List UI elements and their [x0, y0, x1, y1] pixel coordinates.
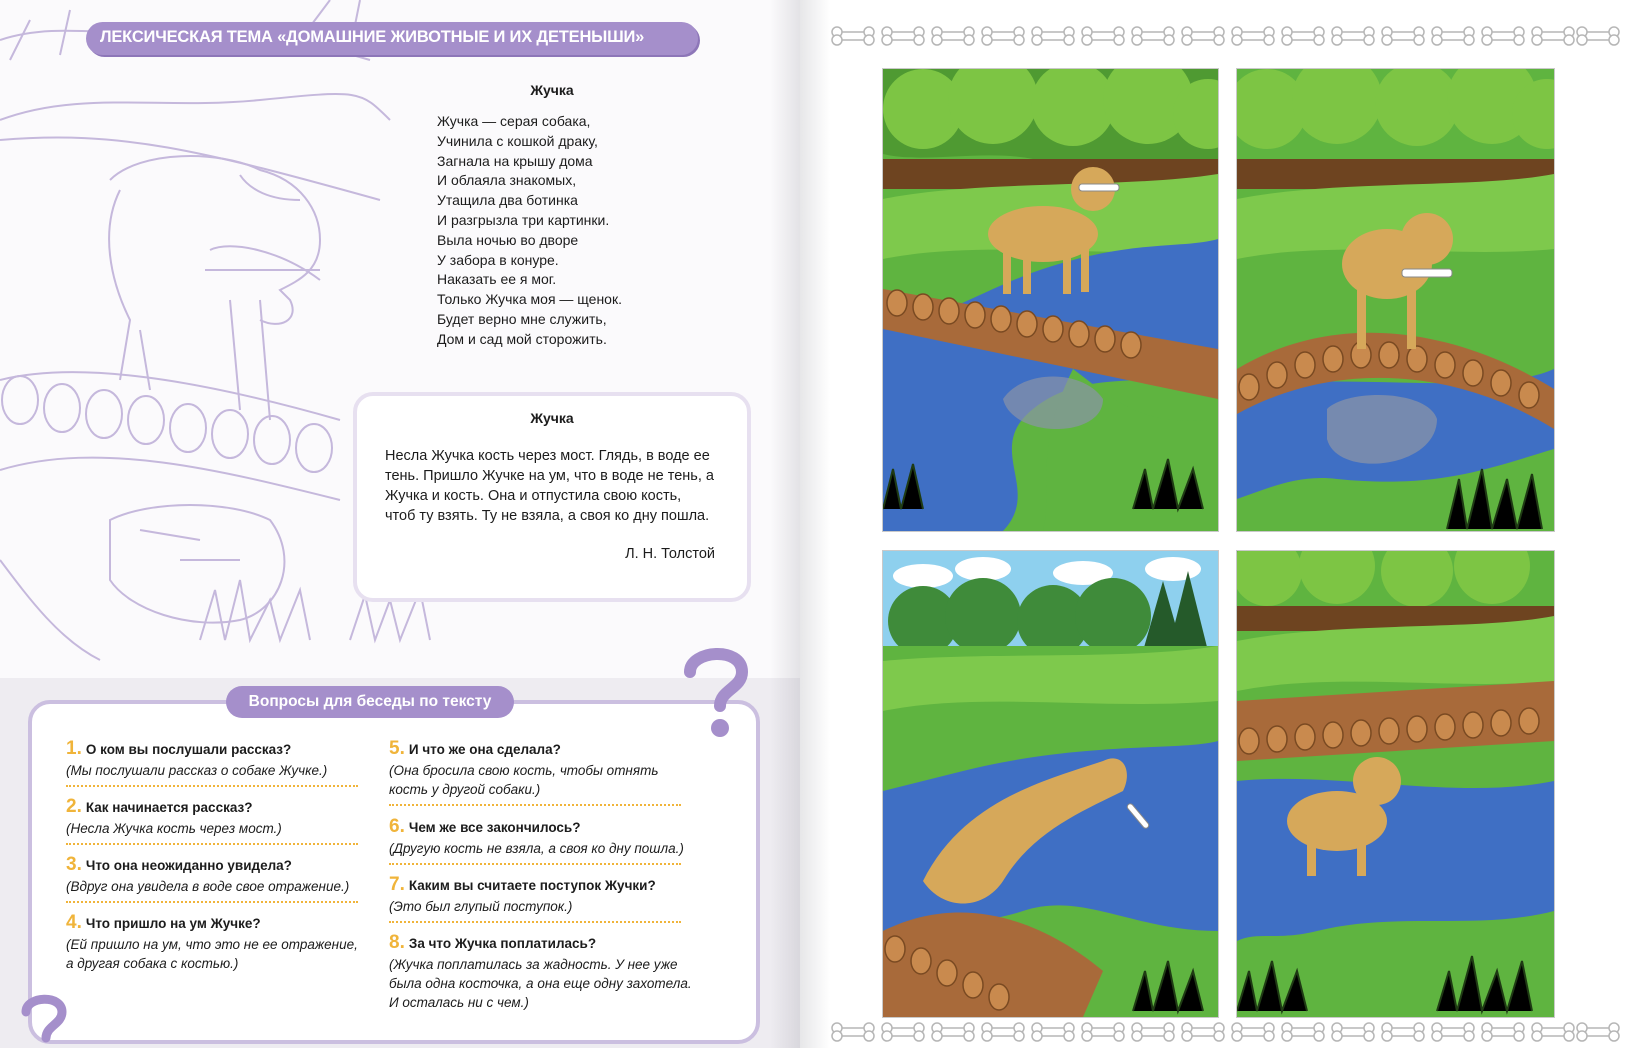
story-panel-1 [882, 68, 1219, 532]
answer-text: (Другую кость не взяла, а своя ко дну пошла.) [389, 841, 684, 856]
question-item-3 [66, 854, 386, 903]
question-item-2 [66, 796, 386, 845]
lexical-topic-banner [86, 22, 698, 55]
poem-line: Жучка — серая собака, [437, 113, 591, 129]
questions-banner: Вопросы для беседы по тексту [226, 686, 514, 718]
question-item-5 [389, 738, 699, 806]
question-text: О ком вы послушали рассказ? [85, 742, 292, 757]
question-text: Что пришло на ум Жучке? [85, 916, 261, 931]
question-text: Как начинается рассказ? [85, 800, 253, 815]
dotted-divider [66, 785, 358, 787]
poem-line: Дом и сад мой сторожить. [437, 330, 607, 347]
poem-line: И разгрызла три картинки. [437, 211, 610, 228]
book-spine-shadow [770, 0, 830, 1048]
dotted-divider [389, 921, 681, 923]
poem-block [437, 82, 757, 350]
right-page [830, 0, 1625, 1048]
poem-line: У забора в конуре. [437, 251, 559, 268]
dog-in-water-without-bone-illustration [1237, 551, 1554, 1017]
dotted-divider [66, 901, 358, 903]
answer-text: (Мы послушали рассказ о собаке Жучке.) [66, 763, 328, 778]
dotted-divider [389, 863, 681, 865]
dotted-divider [66, 843, 358, 845]
question-text: Каким вы считаете поступок Жучки? [408, 878, 656, 893]
question-mark-small-icon [16, 990, 72, 1048]
question-number: 1. [66, 738, 82, 759]
answer-text: (Вдруг она увидела в воде свое отражение.) [66, 879, 350, 894]
story-panel-4 [1236, 550, 1555, 1018]
question-text: И что же она сделала? [408, 742, 561, 757]
question-number: 2. [66, 796, 82, 817]
dotted-divider [389, 804, 681, 806]
left-page [0, 0, 800, 1048]
answer-text: (Это был глупый поступок.) [389, 899, 573, 914]
lexical-topic-title: ЛЕКСИЧЕСКАЯ ТЕМА «ДОМАШНИЕ ЖИВОТНЫЕ И ИХ ДЕТЕНЫШИ» [100, 28, 645, 46]
poem-line: Утащила два ботинка [437, 192, 578, 209]
question-item-4 [66, 912, 366, 973]
story-author: Л. Н. Толстой [625, 546, 715, 562]
question-number: 3. [66, 854, 82, 875]
question-number: 6. [389, 816, 405, 837]
poem-line: Будет верно мне служить, [437, 310, 607, 327]
poem-line: Учинила с кошкой драку, [437, 132, 598, 149]
question-text: Что она неожиданно увидела? [85, 858, 292, 873]
question-item-7 [389, 874, 719, 923]
story-box [353, 392, 751, 602]
answer-text: (Ей пришло на ум, что это не ее отражение, а другая собака с костью.) [66, 937, 358, 971]
bone-border-bottom [830, 1016, 1625, 1048]
question-mark-icon [676, 640, 756, 740]
story-panel-3 [882, 550, 1219, 1018]
poem-title: Жучка [530, 82, 574, 98]
story-title: Жучка [530, 410, 574, 426]
question-number: 8. [389, 932, 405, 953]
question-item-1 [66, 738, 386, 787]
question-number: 4. [66, 912, 82, 933]
poem-line: Загнала на крышу дома [437, 152, 593, 169]
story-text: Несла Жучка кость через мост. Глядь, в воде ее тень. Пришло Жучке на ум, что в воде не тень, а Жучка и кость. Она и отпустила свою кость, чтоб ту взять. Ту не взяла, а своя ко дну пошла. [385, 448, 714, 524]
question-number: 5. [389, 738, 405, 759]
dog-sees-reflection-illustration [1237, 69, 1554, 531]
poem-line: Наказать ее я мог. [437, 271, 557, 288]
question-text: За что Жучка поплатилась? [408, 936, 597, 951]
question-item-6 [389, 816, 719, 865]
question-item-8 [389, 932, 699, 1012]
poem-line: Только Жучка моя — щенок. [437, 291, 622, 308]
bone-border-top [830, 18, 1625, 58]
answer-text: (Жучка поплатилась за жадность. У нее уже была одна косточка, а она еще одну захотела. И осталась ни с чем.) [389, 957, 692, 1010]
question-text: Чем же все закончилось? [408, 820, 581, 835]
answer-text: (Она бросила свою кость, чтобы отнять кость у другой собаки.) [389, 763, 659, 797]
answer-text: (Несла Жучка кость через мост.) [66, 821, 282, 836]
question-number: 7. [389, 874, 405, 895]
dog-jumps-into-water-illustration [883, 551, 1218, 1017]
story-panel-2 [1236, 68, 1555, 532]
poem-line: Выла ночью во дворе [437, 231, 579, 248]
poem-line: И облаяла знакомых, [437, 172, 577, 189]
dog-on-bridge-with-bone-illustration [883, 69, 1218, 531]
